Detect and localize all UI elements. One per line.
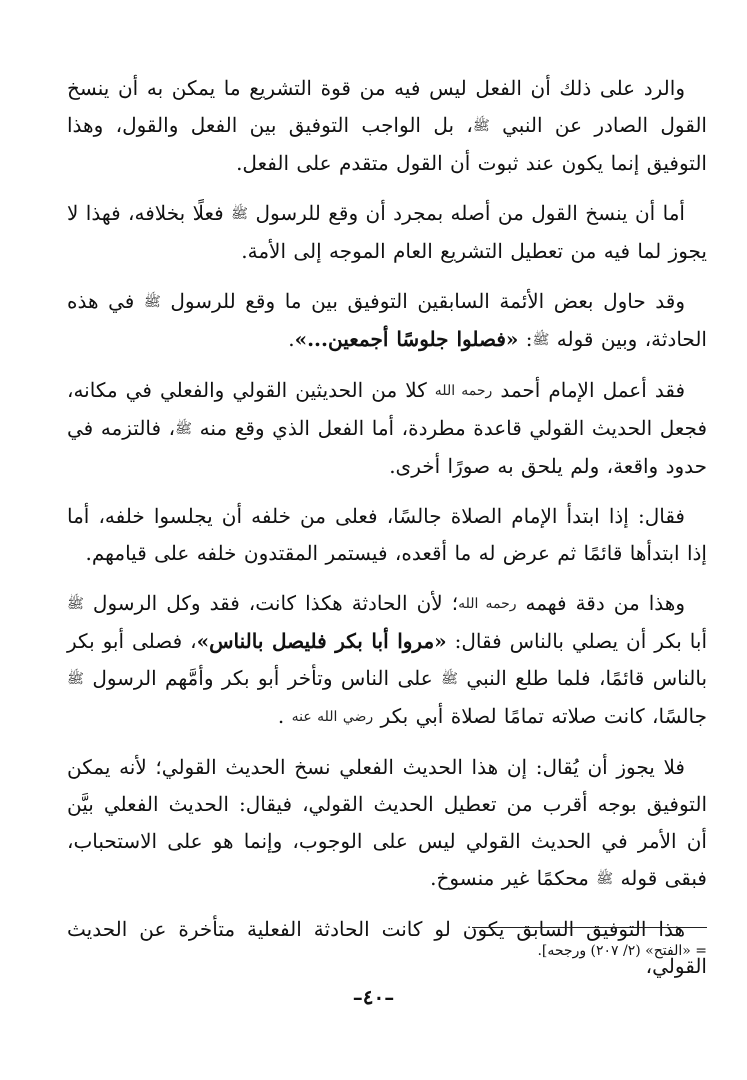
text-segment: على الناس وتأخر أبو بكر وأمَّهم الرسول [83,666,442,690]
text-segment: ، فصلى أبو بكر بالناس قائمًا، فلما طلع النبي [67,629,708,690]
honorific-mark: ﷺ [67,671,84,687]
text-segment: ؛ لأن الحادثة هكذا كانت، فقد وكل الرسول [83,591,459,615]
paragraph [67,70,707,182]
footnote: = «الفتح» (٢/ ٢٠٧) ورجحه]. [537,943,707,959]
honorific-mark: ﷺ [472,118,490,134]
honorific-mark: رحمه الله [458,596,517,612]
honorific-mark: ﷺ [231,206,249,222]
footnote-divider [472,927,707,928]
hadith-quote: «مروا أبا بكر فليصل بالناس» [196,629,447,653]
text-segment: هذا التوفيق السابق يكون لو كانت الحادثة الفعلية متأخرة عن الحديث القولي، [67,917,707,978]
paragraph [67,372,707,485]
text-segment: فعلًا بخلافه، فهذا لا يجوز لما فيه من تعطيل التشريع العام الموجه إلى الأمة. [67,201,707,263]
honorific-mark: رحمه الله [434,383,493,399]
text-segment: . [288,327,295,351]
text-segment: والرد على ذلك أن الفعل ليس فيه من قوة التشريع ما يمكن به أن ينسخ القول الصادر عن النبي [67,76,707,137]
honorific-mark: ﷺ [175,421,193,437]
text-segment: ، فالتزمه في حدود واقعة، ولم يلحق به صورًا أخرى. [67,416,707,478]
paragraph [67,749,707,898]
text-segment: كلا من الحديثين القولي والفعلي في مكانه، فجعل الحديث القولي قاعدة مطردة، أما الفعل الذي وقع منه [67,378,708,440]
text-segment: وهذا من دقة فهمه [516,591,685,615]
text-segment: فقد أعمل الإمام أحمد [492,378,686,402]
paragraph [67,585,707,736]
text-segment: فقال: إذا ابتدأ الإمام الصلاة جالسًا، فعلى من خلفه أن يجلسوا خلفه، أما إذا ابتدأها قائمًا ثم عرض له ما أقعده، فيستمر المقتدون خلفه على قيامهم. [67,504,707,565]
text-segment: فلا يجوز أن يُقال: إن هذا الحديث الفعلي نسخ الحديث القولي؛ لأنه يمكن التوفيق بوجه أقرب من تعطيل الحديث القولي، فيقال: الحديث الفعلي بيَّن أن الأمر في الحديث القولي ليس على الوجوب، وإنما هو على الاستحباب، فبقى قوله [67,755,707,890]
text-segment: أبا بكر أن يصلي بالناس فقال: [446,629,708,653]
text-segment: جالسًا، كانت صلاته تمامًا لصلاة أبي بكر [373,704,707,728]
text-segment: ، بل الواجب التوفيق بين الفعل والقول، وهذا التوفيق إنما يكون عند ثبوت أن القول متقدم على الفعل. [67,113,707,175]
honorific-mark: رضي الله عنه [291,709,374,725]
paragraph [67,195,707,270]
honorific-mark: ﷺ [596,871,614,887]
honorific-mark: ﷺ [143,294,161,310]
paragraph [67,498,707,572]
honorific-mark: ﷺ [532,332,550,348]
text-segment: وقد حاول بعض الأئمة السابقين التوفيق بين ما وقع للرسول [160,289,685,313]
text-segment: أما أن ينسخ القول من أصله بمجرد أن وقع للرسول [248,201,685,225]
paragraph [67,283,707,359]
honorific-mark: ﷺ [441,671,458,687]
page-number: –٤٠– [352,985,395,1009]
honorific-mark: ﷺ [67,596,84,612]
text-segment: محكمًا غير منسوخ. [430,866,597,890]
main-text [67,70,707,998]
text-segment: : [518,327,533,351]
hadith-quote: «فصلوا جلوسًا أجمعين...» [294,327,519,351]
text-segment: . [277,704,292,728]
text-segment: في هذه الحادثة، وبين قوله [67,289,707,351]
